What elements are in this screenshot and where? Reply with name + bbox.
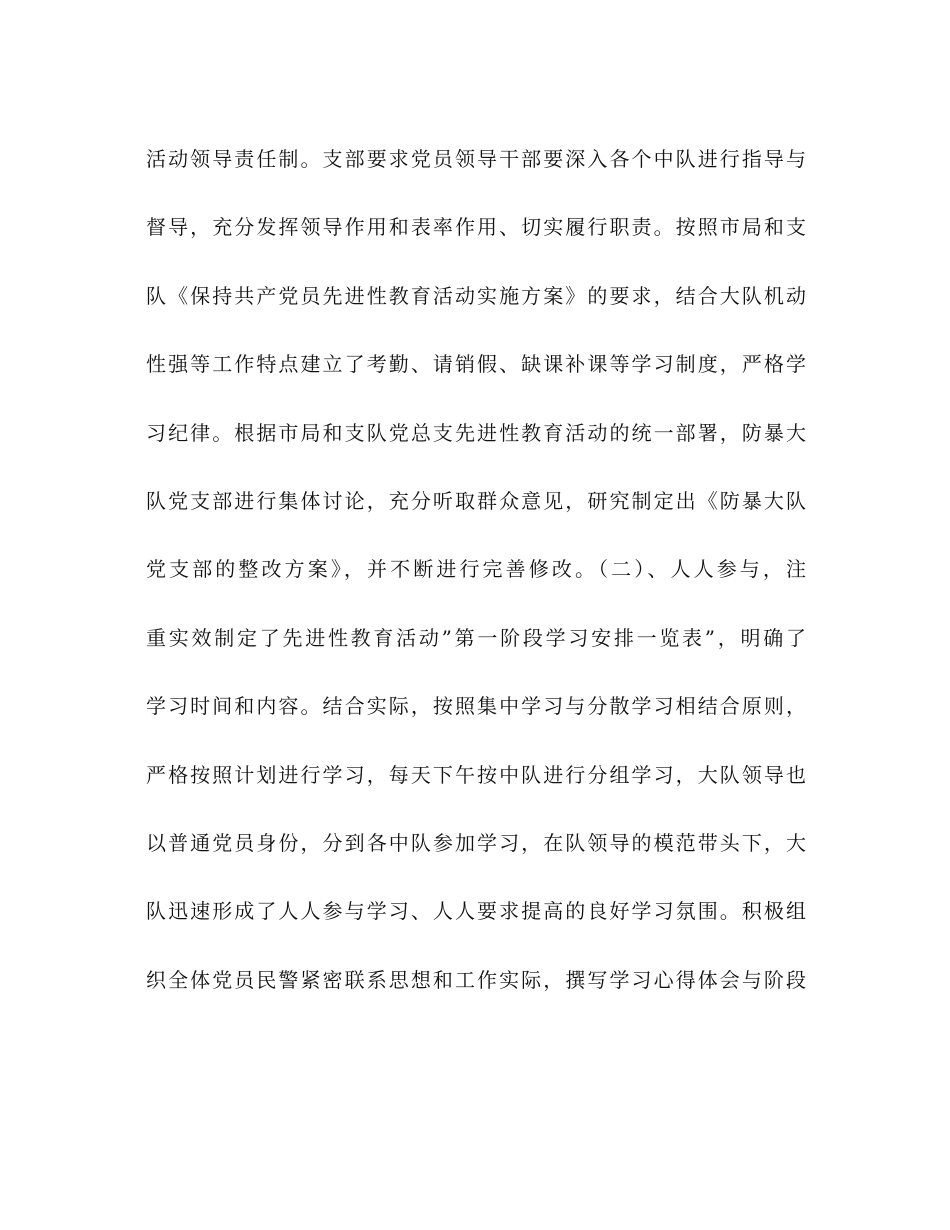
text-line: 学习时间和内容。结合实际，按照集中学习与分散学习相结合原则， bbox=[146, 694, 806, 719]
text-line: 党支部的整改方案》，并不断进行完善修改。（二）、人人参与，注 bbox=[146, 557, 806, 582]
text-line: 队党支部进行集体讨论，充分听取群众意见，研究制定出《防暴大队 bbox=[146, 488, 806, 513]
text-line: 活动领导责任制。支部要求党员领导干部要深入各个中队进行指导与 bbox=[146, 147, 806, 171]
text-line: 习纪律。根据市局和支队党总支先进性教育活动的统一部署，防暴大 bbox=[146, 420, 806, 445]
text-line: 重实效制定了先进性教育活动”第一阶段学习安排一览表”，明确了 bbox=[146, 625, 806, 650]
text-line: 督导，充分发挥领导作用和表率作用、切实履行职责。按照市局和支 bbox=[146, 215, 806, 240]
text-line: 以普通党员身份，分到各中队参加学习，在队领导的模范带头下，大 bbox=[146, 830, 806, 855]
text-line: 性强等工作特点建立了考勤、请销假、缺课补课等学习制度，严格学 bbox=[146, 352, 806, 377]
text-line: 织全体党员民警紧密联系思想和工作实际，撰写学习心得体会与阶段 bbox=[146, 967, 806, 992]
text-line: 队《保持共产党员先进性教育活动实施方案》的要求，结合大队机动 bbox=[146, 283, 806, 308]
text-line: 队迅速形成了人人参与学习、人人要求提高的良好学习氛围。积极组 bbox=[146, 899, 806, 924]
text-line: 严格按照计划进行学习，每天下午按中队进行分组学习，大队领导也 bbox=[146, 762, 806, 787]
body-text bbox=[146, 139, 806, 1028]
